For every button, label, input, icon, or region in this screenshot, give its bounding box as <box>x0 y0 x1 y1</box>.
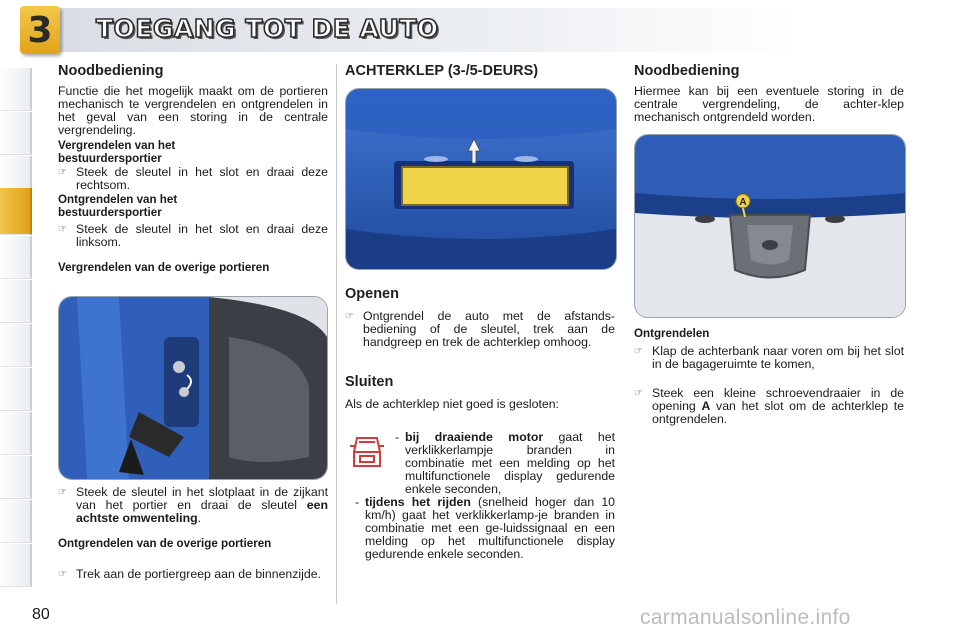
left-column <box>58 60 328 600</box>
bullet-unlock-driver: ☞ Steek de sleutel in het slot en draai deze linksom. <box>58 222 328 249</box>
chapter-tab-5[interactable] <box>0 236 32 279</box>
bullet-unlock-other: ☞ Trek aan de portiergreep aan de binnenzijde. <box>58 567 321 581</box>
bullet-fold-seat: ☞ Klap de achterbank naar voren om bij het slot in de bagageruimte te komen, <box>634 344 904 371</box>
subheading-unlock-tailgate: Ontgrendelen <box>634 327 710 340</box>
page-number: 80 <box>32 606 50 623</box>
chapter-badge: 3 <box>20 6 60 54</box>
chapter-tab-11[interactable] <box>0 500 32 543</box>
pointing-hand-icon: ☞ <box>58 224 67 235</box>
watermark: carmanualsonline.info <box>640 606 851 629</box>
section-heading-tailgate: ACHTERKLEP (3-/5-DEURS) <box>345 63 539 79</box>
door-lock-image <box>58 296 328 480</box>
chapter-tab-6[interactable] <box>0 280 32 323</box>
chapter-tab-active[interactable] <box>0 188 32 235</box>
section-heading-emergency: Noodbediening <box>58 63 164 79</box>
page-title: TOEGANG TOT DE AUTO <box>96 14 439 43</box>
right-column <box>634 60 904 600</box>
pointing-hand-icon: ☞ <box>58 167 67 178</box>
emergency-intro: Functie die het mogelijk maakt om de portieren mechanisch te vergrendelen en ontgrendelen in het geval van een storing in de centrale vergrendeling. <box>58 84 328 137</box>
pointing-hand-icon: ☞ <box>58 487 67 498</box>
page-header <box>0 0 960 62</box>
chapter-tab-7[interactable] <box>0 324 32 367</box>
section-heading-emergency-tailgate: Noodbediening <box>634 63 740 79</box>
chapter-tabs <box>0 68 34 588</box>
bullet-screwdriver: ☞ Steek een kleine schroevendraaier in de opening A van het slot om de achterklep te ontgrendelen. <box>634 386 904 426</box>
chapter-tab-1[interactable] <box>0 68 32 111</box>
close-text: Als de achterklep niet goed is gesloten: <box>345 397 559 411</box>
subheading-unlock-driver: Ontgrendelen van het bestuurdersportier <box>58 193 178 219</box>
subheading-close: Sluiten <box>345 374 394 390</box>
chapter-tab-9[interactable] <box>0 412 32 455</box>
emergency-tailgate-intro: Hiermee kan bij een eventuele storing in de centrale vergrendeling, de achter-klep mechanisch ontgrendeld worden. <box>634 84 904 124</box>
door-lock-illustration <box>59 297 327 479</box>
chapter-tab-12[interactable] <box>0 544 32 587</box>
bullet-lock-other: ☞ Steek de sleutel in het slotplaat in de zijkant van het portier en draai de sleutel een achtste omwenteling. <box>58 485 328 525</box>
pointing-hand-icon: ☞ <box>345 311 354 322</box>
subheading-lock-other: Vergrendelen van de overige portieren <box>58 261 270 274</box>
subheading-lock-driver: Vergrendelen van het bestuurdersportier <box>58 139 176 165</box>
chapter-tab-2[interactable] <box>0 112 32 155</box>
chapter-tab-8[interactable] <box>0 368 32 411</box>
tailgate-lock-illustration <box>635 135 905 317</box>
bullet-lock-driver: ☞ Steek de sleutel in het slot en draai deze rechtsom. <box>58 165 328 192</box>
chapter-tab-10[interactable] <box>0 456 32 499</box>
bullet-open: ☞ Ontgrendel de auto met de afstands-bediening of de sleutel, trek aan de handgreep en trek de achterklep omhoog. <box>345 309 615 349</box>
close-warning-while-driving: - tijdens het rijden (snelheid hoger dan 10 km/h) gaat het verklikkerlamp-je branden in combinatie met een ge-luidssignaal en een melding op het multifunctionele display gedurende enkele seconden. <box>355 495 615 561</box>
pointing-hand-icon: ☞ <box>58 569 67 580</box>
column-divider-1 <box>336 64 337 604</box>
pointing-hand-icon: ☞ <box>634 388 643 399</box>
opening-marker-label: A <box>739 197 747 208</box>
open-boot-warning-icon <box>347 432 387 472</box>
subheading-open: Openen <box>345 286 399 302</box>
subheading-unlock-other: Ontgrendelen van de overige portieren <box>58 537 272 550</box>
middle-column <box>345 60 615 600</box>
tailgate-image <box>345 88 617 270</box>
close-warning-engine-running: - bij draaiende motor gaat het verklikkerlampje branden in combinatie met een melding op het multifunctionele display gedurende enkele seconden, <box>395 430 615 496</box>
tailgate-lock-image <box>634 134 906 318</box>
pointing-hand-icon: ☞ <box>634 346 643 357</box>
tailgate-illustration <box>346 89 616 269</box>
